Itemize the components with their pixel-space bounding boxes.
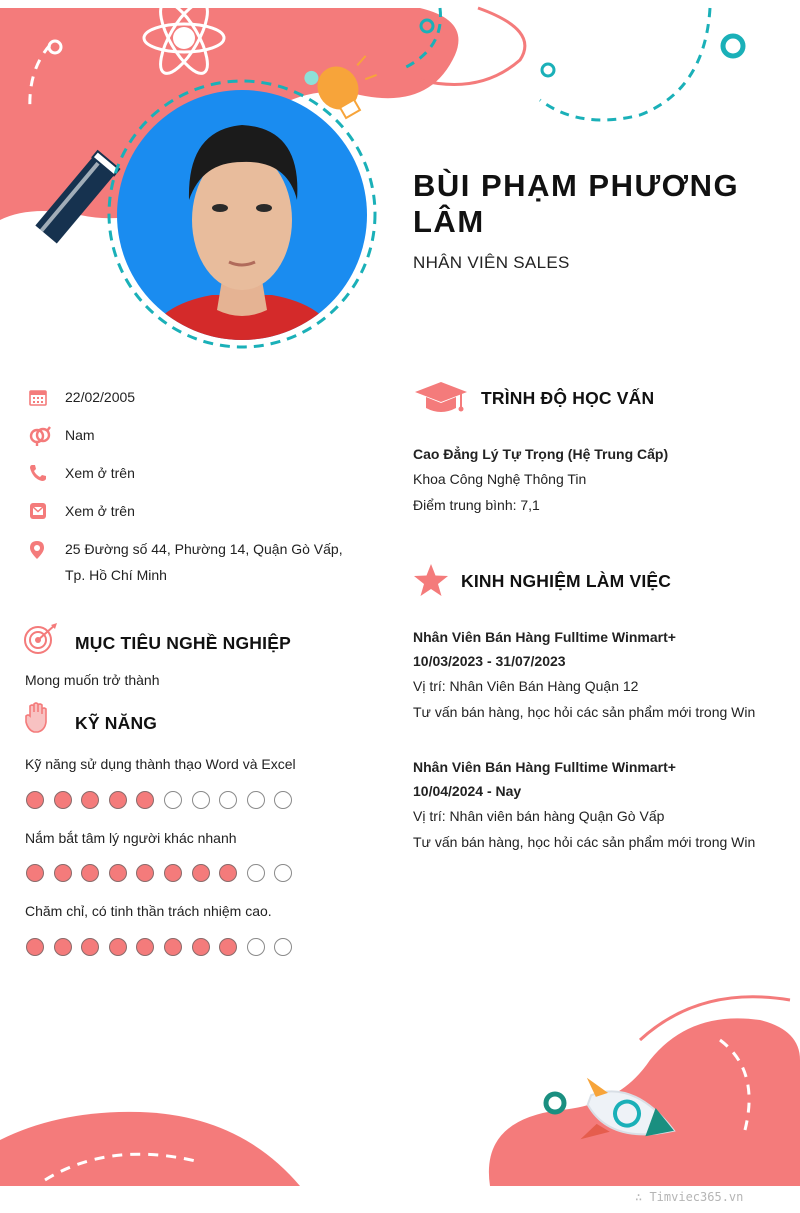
- job-position: Vị trí: Nhân Viên Bán Hàng Quận 12: [413, 678, 639, 694]
- education-title: TRÌNH ĐỘ HỌC VẤN: [481, 388, 655, 408]
- education-gpa: Điểm trung bình: 7,1: [413, 497, 540, 513]
- rating-dot-filled: [109, 791, 127, 809]
- gender-icon: [25, 422, 65, 446]
- footer-watermark: ∴ Timviec365.vn: [635, 1190, 744, 1204]
- rating-dot-filled: [164, 864, 182, 882]
- rating-dot-filled: [26, 791, 44, 809]
- rating-dot-filled: [81, 864, 99, 882]
- contact-phone: [25, 460, 355, 486]
- job-company: Nhân Viên Bán Hàng Fulltime Winmart+: [413, 759, 676, 775]
- rating-dot-filled: [81, 791, 99, 809]
- experience-title: KINH NGHIỆM LÀM VIỆC: [461, 571, 672, 591]
- objective-title: MỤC TIÊU NGHỀ NGHIỆP: [75, 633, 291, 653]
- skill-rating: [26, 864, 292, 882]
- rating-dot-empty: [192, 791, 210, 809]
- address-text: 25 Đường số 44, Phường 14, Quận Gò Vấp, Tp. Hồ Chí Minh: [65, 541, 343, 583]
- calendar-icon: [25, 384, 65, 406]
- rating-dot-filled: [26, 864, 44, 882]
- job-period: 10/04/2024 - Nay: [413, 783, 522, 799]
- graduation-cap-icon: [413, 380, 469, 414]
- star-icon: [413, 563, 449, 597]
- rating-dot-empty: [164, 791, 182, 809]
- target-icon: [22, 622, 60, 656]
- rating-dot-empty: [247, 864, 265, 882]
- phone-icon: [25, 460, 65, 482]
- job-description: Tư vấn bán hàng, học hỏi các sản phẩm mới trong Win: [413, 704, 756, 720]
- rating-dot-filled: [109, 938, 127, 956]
- phone-text: Xem ở trên: [65, 465, 135, 481]
- gender-text: Nam: [65, 427, 95, 443]
- rating-dot-filled: [26, 938, 44, 956]
- rating-dot-filled: [54, 938, 72, 956]
- skill-rating: [26, 938, 292, 956]
- education-faculty: Khoa Công Nghệ Thông Tin: [413, 471, 587, 487]
- rating-dot-filled: [219, 864, 237, 882]
- job-company: Nhân Viên Bán Hàng Fulltime Winmart+: [413, 629, 676, 645]
- rating-dot-filled: [136, 938, 154, 956]
- contact-birthdate: [25, 384, 355, 410]
- job-position: Vị trí: Nhân viên bán hàng Quận Gò Vấp: [413, 808, 665, 824]
- rating-dot-empty: [274, 791, 292, 809]
- avatar: [117, 90, 367, 340]
- rating-dot-empty: [219, 791, 237, 809]
- rating-dot-empty: [274, 864, 292, 882]
- skill-rating: [26, 791, 292, 809]
- rating-dot-empty: [274, 938, 292, 956]
- rating-dot-filled: [54, 791, 72, 809]
- email-icon: [25, 498, 65, 520]
- hand-icon: [25, 702, 47, 734]
- skill-label: Nắm bắt tâm lý người khác nhanh: [25, 830, 237, 846]
- contact-address: [25, 536, 355, 588]
- rating-dot-filled: [54, 864, 72, 882]
- contact-email: [25, 498, 355, 524]
- birthdate-text: 22/02/2005: [65, 389, 136, 405]
- rating-dot-filled: [136, 864, 154, 882]
- rating-dot-filled: [164, 938, 182, 956]
- rating-dot-filled: [192, 938, 210, 956]
- location-pin-icon: [25, 536, 65, 560]
- rating-dot-filled: [219, 938, 237, 956]
- skill-label: Kỹ năng sử dụng thành thạo Word và Excel: [25, 756, 296, 772]
- candidate-name: BÙI PHẠM PHƯƠNG LÂM: [413, 168, 740, 239]
- rating-dot-empty: [247, 938, 265, 956]
- rating-dot-filled: [192, 864, 210, 882]
- contact-gender: [25, 422, 355, 448]
- skill-label: Chăm chỉ, có tinh thần trách nhiệm cao.: [25, 903, 272, 919]
- skills-title: KỸ NĂNG: [75, 713, 158, 733]
- job-period: 10/03/2023 - 31/07/2023: [413, 653, 566, 669]
- job-description: Tư vấn bán hàng, học hỏi các sản phẩm mới trong Win: [413, 834, 756, 850]
- rating-dot-empty: [247, 791, 265, 809]
- email-text: Xem ở trên: [65, 503, 135, 519]
- education-school: Cao Đẳng Lý Tự Trọng (Hệ Trung Cấp): [413, 446, 669, 462]
- rating-dot-filled: [109, 864, 127, 882]
- rating-dot-filled: [136, 791, 154, 809]
- job-title: NHÂN VIÊN SALES: [413, 253, 570, 272]
- rating-dot-filled: [81, 938, 99, 956]
- objective-text: Mong muốn trở thành: [25, 672, 160, 688]
